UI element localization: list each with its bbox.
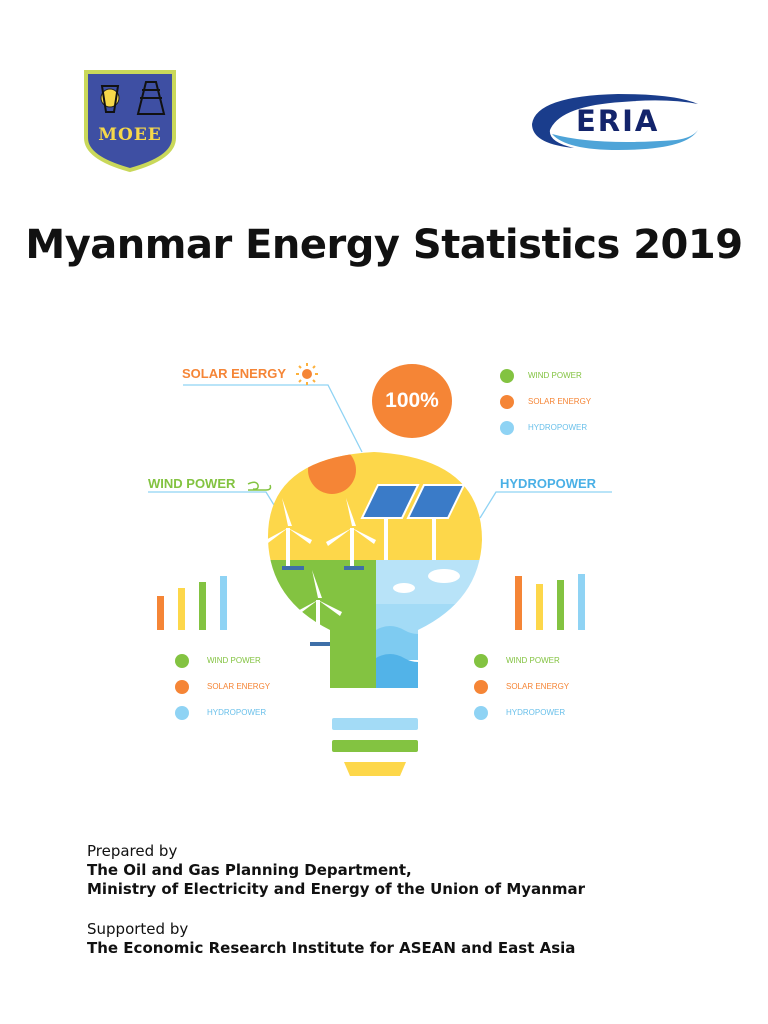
moee-logo — [80, 68, 180, 174]
wind-swirl-icon — [248, 482, 271, 490]
solar-connector-line — [183, 385, 362, 452]
percent-badge: 100% — [372, 364, 452, 438]
solar-energy-label: SOLAR ENERGY — [182, 366, 287, 381]
blue-dot-icon — [175, 706, 189, 720]
page-title: Myanmar Energy Statistics 2019 — [25, 222, 743, 268]
supported-by-block — [87, 920, 707, 958]
eria-logo-text: ERIA — [576, 104, 660, 138]
prepared-by-org-line1: The Oil and Gas Planning Department, — [87, 861, 412, 879]
wind-connector-line — [148, 492, 282, 518]
eria-logo — [526, 90, 702, 152]
moee-shield-icon — [80, 68, 180, 174]
moee-logo-text: MOEE — [98, 125, 162, 145]
blue-dot-icon — [474, 706, 488, 720]
orange-dot-icon — [500, 395, 514, 409]
prepared-by-block — [87, 842, 707, 899]
left-bar-chart — [157, 576, 227, 630]
wind-power-label: WIND POWER — [148, 476, 236, 491]
green-dot-icon — [474, 654, 488, 668]
hydropower-label: HYDROPOWER — [500, 476, 597, 491]
bulb-base — [332, 718, 418, 776]
prepared-by-org-line2: Ministry of Electricity and Energy of the Union of Myanmar — [87, 880, 586, 898]
supported-by-label: Supported by — [87, 920, 189, 938]
orange-dot-icon — [175, 680, 189, 694]
supported-by-org: The Economic Research Institute for ASEAN and East Asia — [87, 939, 576, 957]
green-dot-icon — [175, 654, 189, 668]
orange-dot-icon — [474, 680, 488, 694]
green-dot-icon — [500, 369, 514, 383]
right-bar-chart — [515, 574, 585, 630]
prepared-by-label: Prepared by — [87, 842, 178, 860]
hydro-connector-line — [480, 492, 612, 518]
sun-icon — [296, 363, 318, 385]
blue-dot-icon — [500, 421, 514, 435]
